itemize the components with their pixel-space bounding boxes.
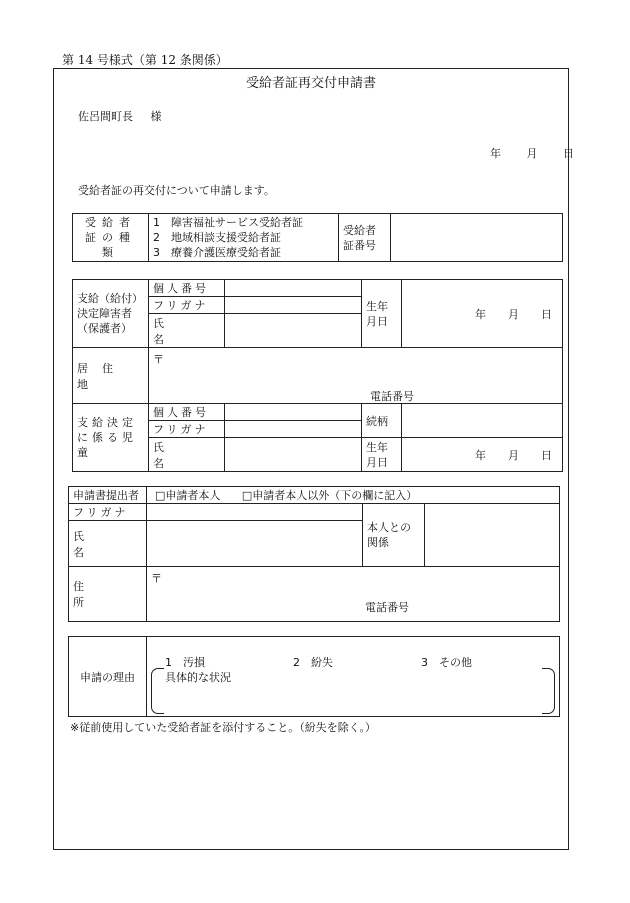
detail-bracket-right	[542, 668, 555, 714]
cert-type-table	[72, 213, 563, 262]
reason-option-3[interactable]: 3 その他	[421, 656, 472, 669]
recipient-furigana-field[interactable]	[225, 297, 362, 314]
date-year: 年	[490, 147, 501, 160]
child-furigana-label: フリガナ	[149, 421, 225, 438]
cert-option-3[interactable]: 3 療養介護医療受給者証	[153, 246, 281, 259]
child-birth-date: 年 月 日	[475, 448, 552, 462]
recipient-birth-field[interactable]	[402, 280, 563, 348]
reason-field	[147, 637, 560, 717]
child-relation-label: 続柄	[362, 404, 402, 438]
date-month: 月	[526, 147, 538, 160]
submitter-furigana-label: フリガナ	[69, 504, 147, 521]
submitter-postal-mark: 〒	[151, 572, 162, 585]
detail-bracket-left	[151, 668, 164, 714]
child-relation-field[interactable]	[402, 404, 563, 438]
submitter-furigana-field[interactable]	[147, 504, 363, 521]
cert-type-options	[149, 214, 339, 262]
date-day: 日	[563, 147, 574, 160]
reason-detail-label: 具体的な状況	[165, 671, 231, 684]
submitter-table	[68, 486, 560, 622]
child-label: 支給決定に係る児童	[73, 404, 149, 472]
recipient-birth-label: 生年月日	[362, 280, 402, 348]
intro-text: 受給者証の再交付について申請します。	[78, 184, 275, 197]
reason-table	[68, 636, 560, 717]
submitter-address-field[interactable]	[147, 567, 560, 622]
submitter-options	[147, 487, 560, 504]
reason-option-1[interactable]: 1 汚損	[165, 656, 205, 669]
recipient-name-label: 氏名	[149, 314, 225, 348]
submitter-option-self[interactable]: □申請者本人	[155, 489, 221, 502]
child-personal-number-field[interactable]	[225, 404, 362, 421]
submitter-address-label: 住所	[69, 567, 147, 622]
recipient-furigana-label: フリガナ	[149, 297, 225, 314]
cert-number-label: 受給者証番号	[339, 214, 391, 262]
submitter-label: 申請書提出者	[69, 487, 147, 504]
cert-number-field[interactable]	[391, 214, 563, 262]
recipient-table	[72, 279, 563, 472]
submitter-name-label: 氏名	[69, 521, 147, 567]
recipient-name-field[interactable]	[225, 314, 362, 348]
submitter-phone-label: 電話番号	[365, 601, 409, 614]
date-line	[490, 145, 574, 161]
reason-label: 申請の理由	[69, 637, 147, 717]
address-label: 居住地	[73, 348, 149, 404]
cert-option-1[interactable]: 1 障害福祉サービス受給者証	[153, 216, 303, 229]
recipient-personal-number-field[interactable]	[225, 280, 362, 297]
child-furigana-field[interactable]	[225, 421, 362, 438]
cert-type-label: 受給者証の種類	[73, 214, 149, 262]
addressee	[78, 108, 162, 124]
cert-option-2[interactable]: 2 地域相談支援受給者証	[153, 231, 281, 244]
postal-mark: 〒	[153, 353, 164, 366]
addressee-suffix: 様	[150, 110, 162, 123]
reason-option-2[interactable]: 2 紛失	[293, 656, 333, 669]
submitter-option-other[interactable]: □申請者本人以外（下の欄に記入）	[241, 489, 418, 502]
recipient-personal-number-label: 個人番号	[149, 280, 225, 297]
child-personal-number-label: 個人番号	[149, 404, 225, 421]
submitter-name-field[interactable]	[147, 521, 363, 567]
address-field[interactable]	[149, 348, 563, 404]
submitter-relation-field[interactable]	[425, 504, 560, 567]
child-birth-label: 生年月日	[362, 438, 402, 472]
recipient-label: 支給（給付）決定障害者（保護者）	[73, 280, 149, 348]
child-name-label: 氏名	[149, 438, 225, 472]
child-name-field[interactable]	[225, 438, 362, 472]
form-title: 受給者証再交付申請書	[245, 76, 376, 91]
recipient-birth-date: 年 月 日	[475, 307, 552, 321]
submitter-relation-label: 本人との関係	[363, 504, 425, 567]
addressee-name: 佐呂間町長	[78, 110, 133, 123]
address-phone-label: 電話番号	[370, 390, 414, 403]
child-birth-field[interactable]	[402, 438, 563, 472]
form-number: 第 14 号様式（第 12 条関係）	[62, 53, 228, 67]
attachment-note: ※従前使用していた受給者証を添付すること。（紛失を除く。）	[70, 721, 376, 734]
